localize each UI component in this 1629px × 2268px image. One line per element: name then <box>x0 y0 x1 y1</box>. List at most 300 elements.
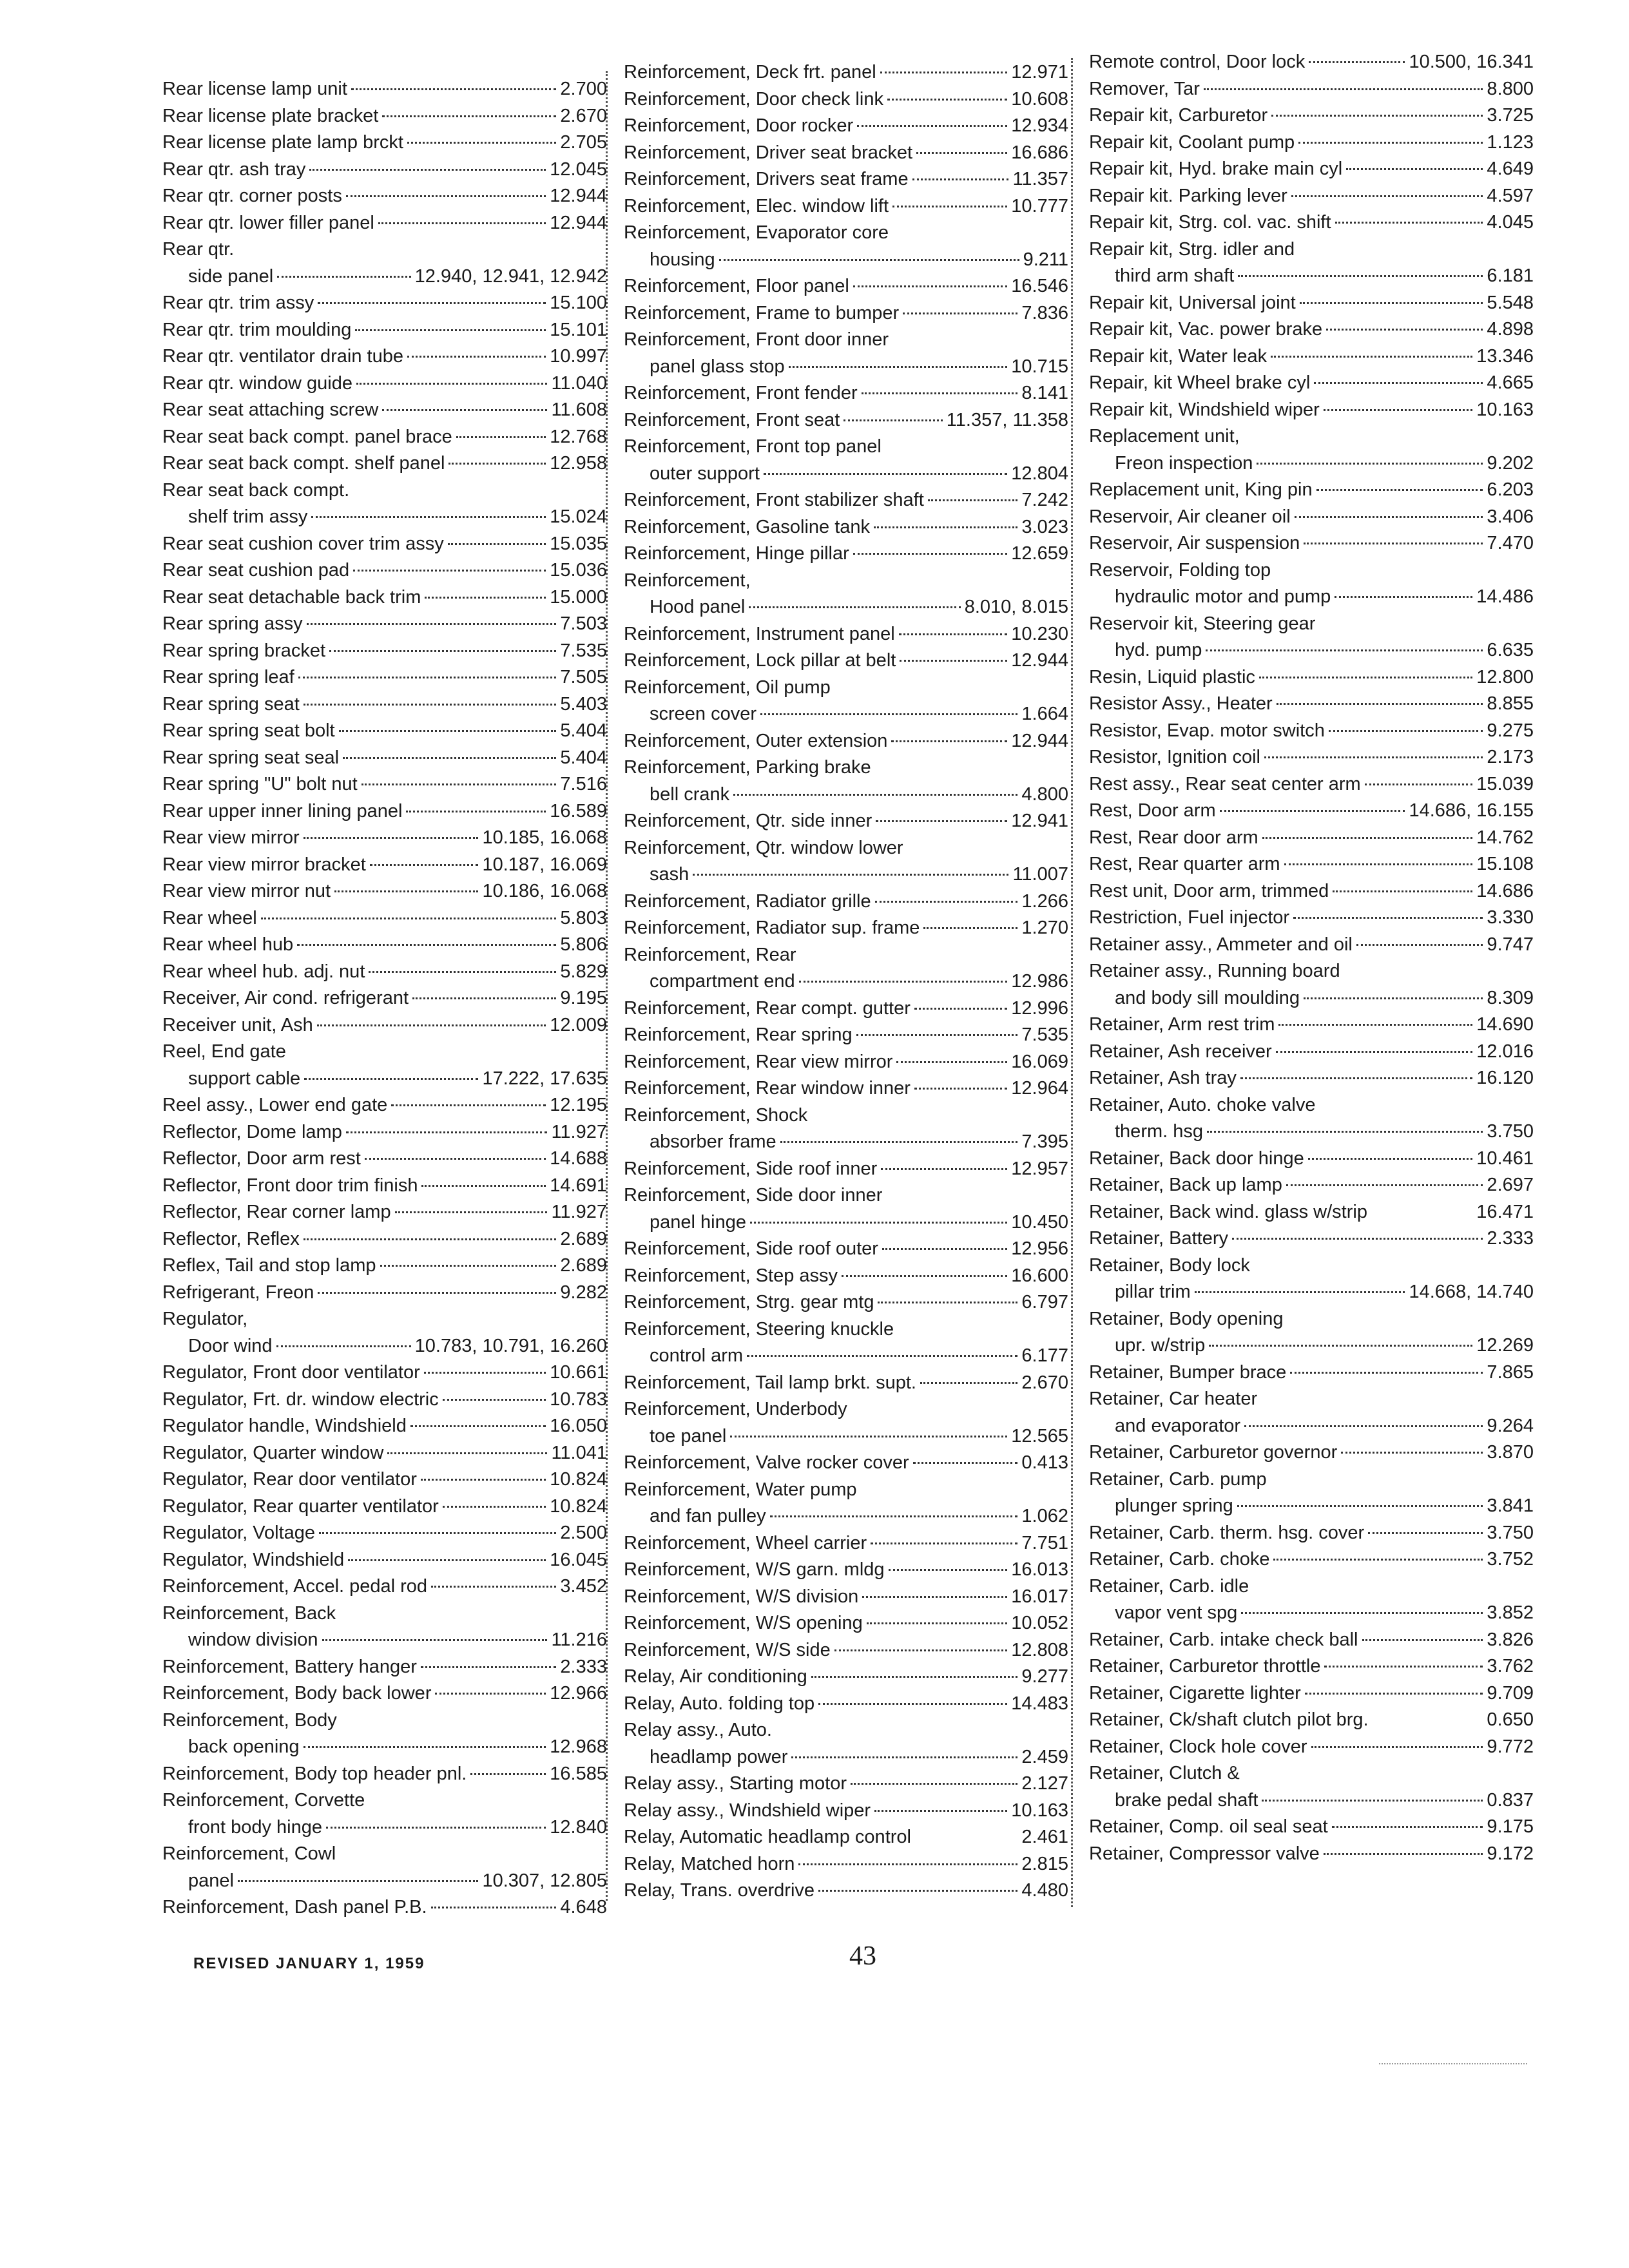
index-entry <box>162 370 607 398</box>
dot-leader <box>747 1355 1017 1357</box>
index-entry-name: Rear wheel <box>162 907 257 928</box>
index-column-3 <box>1089 49 1534 1867</box>
index-entry-page-ref: 12.045 <box>550 159 607 180</box>
index-entry-name: Reinforcement, Body top header pnl. <box>162 1763 467 1784</box>
index-entry <box>162 905 607 932</box>
index-entry-page-ref: 2.333 <box>560 1656 607 1677</box>
index-entry-page-ref: 9.709 <box>1487 1682 1534 1704</box>
index-entry-row <box>162 771 607 798</box>
index-entry <box>162 317 607 344</box>
index-entry-row <box>624 1343 1068 1370</box>
index-entry-row <box>162 1012 607 1039</box>
index-entry-page-ref: 2.127 <box>1021 1773 1068 1794</box>
index-entry-row <box>162 504 607 531</box>
index-entry-page-ref: 3.750 <box>1487 1121 1534 1142</box>
index-entry-page-ref: 8.800 <box>1487 78 1534 99</box>
index-entry-page-ref: 3.826 <box>1487 1629 1534 1650</box>
index-entry <box>624 487 1068 514</box>
index-entry <box>1089 718 1534 745</box>
index-entry-row <box>1089 1653 1534 1680</box>
index-entry-page-ref: 0.650 <box>1487 1709 1534 1730</box>
dot-leader <box>1341 1452 1483 1454</box>
index-entry-page-ref: 2.670 <box>1021 1372 1068 1393</box>
index-entry-row <box>624 1075 1068 1102</box>
index-entry-page-ref: 4.480 <box>1021 1880 1068 1901</box>
dot-leader <box>881 1168 1007 1170</box>
dot-leader <box>470 1773 546 1775</box>
index-entry-name: Resin, Liquid plastic <box>1089 666 1255 687</box>
index-entry-name: Retainer, Cigarette lighter <box>1089 1682 1301 1704</box>
dot-leader <box>361 783 557 785</box>
index-entry-row <box>162 1627 607 1654</box>
index-entry-name: Resistor Assy., Heater <box>1089 693 1273 714</box>
dot-leader <box>1295 516 1483 518</box>
dot-leader <box>317 1024 546 1026</box>
index-entry <box>162 932 607 959</box>
dot-leader <box>1335 596 1472 598</box>
index-entry <box>1089 1814 1534 1841</box>
dot-leader <box>791 1756 1017 1758</box>
index-entry <box>624 942 1068 995</box>
index-entry <box>1089 290 1534 317</box>
index-entry-name: Reinforcement, W/S division <box>624 1586 859 1607</box>
index-entry-page-ref: 12.800 <box>1476 666 1534 687</box>
index-entry <box>162 130 607 157</box>
index-entry-name: Retainer, Back up lamp <box>1089 1175 1282 1195</box>
index-entry-row <box>162 210 607 237</box>
index-entry-row <box>624 1423 1068 1450</box>
index-entry-name: compartment end <box>650 971 795 992</box>
dot-leader <box>903 312 1017 314</box>
dot-leader <box>298 677 557 678</box>
index-entry-name: therm. hsg <box>1115 1121 1203 1142</box>
index-entry <box>1089 1199 1534 1226</box>
index-entry-name: toe panel <box>650 1425 727 1446</box>
index-entry-heading: Retainer, Carb. idle <box>1089 1575 1249 1597</box>
index-entry-page-ref: 12.195 <box>550 1095 607 1115</box>
index-entry-row <box>162 985 607 1012</box>
index-entry-row <box>624 995 1068 1023</box>
index-entry-page-ref: 16.589 <box>550 800 607 822</box>
index-entry-heading: Relay assy., Auto. <box>624 1720 772 1740</box>
index-entry <box>1089 1520 1534 1547</box>
index-entry-row <box>1089 290 1534 317</box>
index-entry <box>162 1787 607 1841</box>
index-entry-page-ref: 16.600 <box>1011 1265 1068 1286</box>
index-entry-name: Rear seat detachable back trim <box>162 586 421 608</box>
index-entry-name: Rest, Rear quarter arm <box>1089 854 1280 874</box>
index-entry-row <box>162 878 607 905</box>
dot-leader <box>339 730 557 732</box>
dot-leader <box>880 72 1008 73</box>
index-entry-name: Retainer, Carb. intake check ball <box>1089 1629 1358 1650</box>
index-entry-row <box>1089 878 1534 905</box>
index-entry <box>1089 1680 1534 1707</box>
dot-leader <box>1305 1693 1483 1695</box>
index-entry-name: Retainer assy., Ammeter and oil <box>1089 934 1353 955</box>
dot-leader <box>309 169 546 171</box>
dot-leader <box>914 1088 1007 1090</box>
index-entry-name: Reinforcement, Outer extension <box>624 730 888 751</box>
index-entry-page-ref: 12.956 <box>1011 1238 1068 1259</box>
index-entry-row <box>624 354 1068 381</box>
dot-leader <box>1262 1800 1483 1802</box>
dot-leader <box>1293 917 1483 919</box>
index-entry-name: Resistor, Evap. motor switch <box>1089 720 1325 741</box>
index-entry-page-ref: 16.120 <box>1476 1068 1534 1088</box>
index-entry-page-ref: 12.840 <box>550 1816 607 1838</box>
index-entry-row <box>1089 1520 1534 1547</box>
index-entry-name: Rear wheel hub. adj. nut <box>162 961 365 982</box>
index-entry-name: Reflector, Dome lamp <box>162 1121 342 1142</box>
index-entry-page-ref: 2.500 <box>560 1523 607 1543</box>
index-entry-page-ref: 10.163 <box>1011 1800 1068 1821</box>
dot-leader <box>923 927 1017 929</box>
index-entry <box>162 397 607 424</box>
index-entry-name: Rest assy., Rear seat center arm <box>1089 773 1361 794</box>
index-entry-row <box>624 1878 1068 1905</box>
index-entry-row <box>624 514 1068 541</box>
index-entry-name: Repair kit, Water leak <box>1089 345 1268 367</box>
dot-leader <box>343 757 556 759</box>
dot-leader <box>780 1141 1018 1143</box>
index-entry-name: screen cover <box>650 704 757 724</box>
index-entry-name: Hood panel <box>650 597 746 617</box>
index-entry-name: Retainer, Compressor valve <box>1089 1843 1320 1864</box>
index-entry <box>162 1360 607 1387</box>
dot-leader <box>1284 863 1473 865</box>
index-entry-row <box>1089 49 1534 76</box>
index-entry <box>1089 611 1534 664</box>
index-entry <box>162 878 607 905</box>
index-entry <box>162 183 607 210</box>
index-entry-name: bell crank <box>650 783 730 805</box>
index-entry-row <box>162 1868 607 1895</box>
dot-leader <box>834 1649 1008 1651</box>
dot-leader <box>370 864 479 866</box>
dot-leader <box>1365 783 1473 785</box>
index-entry-name: Rear spring seat bolt <box>162 720 335 741</box>
index-entry-page-ref: 16.686 <box>1011 142 1068 163</box>
index-entry <box>624 1771 1068 1798</box>
index-entry-page-ref: 14.688 <box>550 1148 607 1169</box>
index-entry-page-ref: 16.017 <box>1011 1586 1068 1607</box>
index-entry-name: Replacement unit, King pin <box>1089 479 1313 500</box>
index-entry <box>624 407 1068 434</box>
index-entry-row <box>624 300 1068 327</box>
index-entry-name: Relay, Air conditioning <box>624 1666 807 1687</box>
index-entry <box>624 514 1068 541</box>
dot-leader <box>1273 1559 1483 1561</box>
index-column-1 <box>162 76 607 1921</box>
index-entry-page-ref: 16.585 <box>550 1763 607 1784</box>
dot-leader <box>1356 944 1483 946</box>
index-entry-name: Rear spring seat <box>162 693 300 715</box>
index-entry-page-ref: 12.964 <box>1011 1078 1068 1099</box>
index-entry-name: Retainer, Carburetor throttle <box>1089 1656 1321 1677</box>
dot-leader <box>435 1693 546 1695</box>
index-entry-page-ref: 14.486 <box>1476 586 1534 607</box>
index-entry <box>1089 1573 1534 1627</box>
index-entry-name: Reinforcement, Step assy <box>624 1265 838 1286</box>
index-entry-name: Remote control, Door lock <box>1089 52 1306 72</box>
index-entry-name: Rear qtr. ash tray <box>162 159 306 180</box>
index-entry-name: Reinforcement, Valve rocker cover <box>624 1452 909 1473</box>
index-entry-row <box>624 407 1068 434</box>
index-entry-name: housing <box>650 249 715 270</box>
index-entry <box>624 728 1068 755</box>
index-entry-name: Repair, kit Wheel brake cyl <box>1089 372 1311 393</box>
index-entry-page-ref: 15.036 <box>550 560 607 581</box>
index-entry <box>624 1584 1068 1611</box>
dot-leader <box>1298 142 1483 144</box>
index-entry-name: Reinforcement, Drivers seat frame <box>624 169 909 189</box>
index-entry-page-ref: 3.023 <box>1021 516 1068 537</box>
index-entry <box>624 1156 1068 1183</box>
index-entry-row <box>624 1637 1068 1664</box>
index-entry-page-ref: 14.691 <box>550 1175 607 1196</box>
index-entry-row <box>1089 156 1534 183</box>
dot-leader <box>382 115 556 117</box>
index-entry-page-ref: 14.690 <box>1476 1014 1534 1035</box>
index-entry <box>1089 557 1534 611</box>
index-entry-row <box>624 1156 1068 1183</box>
index-entry-name: Relay assy., Windshield wiper <box>624 1800 871 1821</box>
index-entry-name: Relay, Trans. overdrive <box>624 1880 815 1901</box>
index-entry-row <box>1089 1360 1534 1387</box>
index-entry-name: Reinforcement, W/S opening <box>624 1613 863 1633</box>
index-entry-name: Restriction, Fuel injector <box>1089 907 1290 928</box>
index-entry-name: Relay, Matched horn <box>624 1853 795 1874</box>
index-entry-row <box>1089 691 1534 718</box>
index-entry-row <box>1089 851 1534 878</box>
index-entry-row <box>1089 744 1534 771</box>
index-entry-heading: Reinforcement, Body <box>162 1709 337 1731</box>
index-entry-page-ref: 16.050 <box>550 1416 607 1436</box>
index-entry-heading: Reservoir kit, Steering gear <box>1089 613 1316 634</box>
index-entry-row <box>624 808 1068 835</box>
index-entry <box>624 1610 1068 1637</box>
index-entry-name: Relay, Auto. folding top <box>624 1693 815 1714</box>
index-entry-name: Rear upper inner lining panel <box>162 800 403 822</box>
index-entry-page-ref: 12.808 <box>1011 1639 1068 1660</box>
index-entry-page-ref: 10.783, 10.791, 16.260 <box>414 1335 607 1356</box>
dot-leader <box>853 553 1008 555</box>
index-entry-row <box>1089 1039 1534 1066</box>
index-entry-name: Reflector, Reflex <box>162 1228 300 1249</box>
index-entry-name: Rear seat back compt. shelf panel <box>162 453 445 474</box>
index-entry-name: window division <box>188 1629 318 1650</box>
index-entry-row <box>162 1413 607 1440</box>
index-entry-page-ref: 9.195 <box>560 988 607 1008</box>
index-entry <box>162 1306 607 1360</box>
index-entry <box>1089 1466 1534 1520</box>
index-entry-page-ref: 7.535 <box>1021 1024 1068 1045</box>
index-entry-row <box>624 594 1068 621</box>
index-entry-name: Repair kit, Vac. power brake <box>1089 319 1323 340</box>
index-entry <box>1089 236 1534 290</box>
index-entry-row <box>162 76 607 103</box>
dot-leader <box>380 1265 557 1267</box>
index-entry-row <box>1089 905 1534 932</box>
index-entry-row <box>162 370 607 398</box>
index-entry <box>162 959 607 986</box>
index-entry <box>162 1119 607 1146</box>
index-entry-name: Reinforcement, Body back lower <box>162 1683 432 1704</box>
index-entry-name: Repair kit, Universal joint <box>1089 292 1296 313</box>
index-entry-name: and evaporator <box>1115 1415 1241 1436</box>
dot-leader <box>871 1542 1017 1544</box>
index-entry-name: Regulator, Windshield <box>162 1549 345 1570</box>
index-entry-row <box>162 1680 607 1707</box>
index-entry-row <box>162 1387 607 1414</box>
dot-leader <box>862 392 1018 394</box>
index-entry <box>162 1387 607 1414</box>
index-entry-page-ref: 10.777 <box>1011 195 1068 216</box>
index-entry-row <box>624 247 1068 274</box>
index-entry-row <box>1089 397 1534 424</box>
index-entry-row <box>1089 477 1534 504</box>
index-entry-row <box>1089 130 1534 157</box>
index-entry <box>624 193 1068 220</box>
index-entry-row <box>162 638 607 665</box>
index-entry <box>624 1691 1068 1718</box>
index-entry-row <box>1089 1734 1534 1761</box>
dot-leader <box>322 1639 548 1641</box>
index-entry-row <box>162 1146 607 1173</box>
index-entry <box>1089 423 1534 477</box>
index-entry-name: outer support <box>650 463 760 484</box>
dot-leader <box>853 285 1008 287</box>
index-entry-name: Remover, Tar <box>1089 78 1200 99</box>
index-entry-row <box>162 932 607 959</box>
index-entry <box>162 1573 607 1600</box>
index-entry-heading: Reinforcement, Shock <box>624 1104 808 1126</box>
index-entry-row <box>624 1370 1068 1397</box>
index-entry-row <box>162 852 607 879</box>
index-entry-page-ref: 10.186, 16.068 <box>482 881 607 901</box>
index-entry-page-ref: 5.548 <box>1487 292 1534 313</box>
dot-leader <box>896 1061 1007 1063</box>
index-entry-row <box>162 691 607 718</box>
dot-leader <box>369 971 556 973</box>
index-entry-page-ref: 2.333 <box>1487 1228 1534 1249</box>
index-entry <box>162 343 607 370</box>
dot-leader <box>431 1586 556 1588</box>
index-entry-name: Retainer, Comp. oil seal seat <box>1089 1816 1328 1837</box>
index-entry-row <box>1089 664 1534 691</box>
index-entry-name: Reinforcement, Deck frt. panel <box>624 62 876 82</box>
index-entry-name: side panel <box>188 265 274 287</box>
index-entry <box>162 611 607 638</box>
index-entry-name: Regulator, Frt. dr. window electric <box>162 1389 439 1410</box>
index-entry <box>624 86 1068 113</box>
index-entry-name: Retainer, Carb. choke <box>1089 1549 1270 1570</box>
index-entry-name: Reinforcement, W/S garn. mldg <box>624 1559 885 1580</box>
dot-leader <box>750 1222 1007 1224</box>
index-entry-page-ref: 15.000 <box>550 586 607 608</box>
dot-leader <box>1238 275 1483 277</box>
index-entry-name: Reinforcement, Elec. window lift <box>624 195 889 216</box>
index-entry-row <box>162 557 607 584</box>
index-entry <box>162 1146 607 1173</box>
dot-leader <box>304 1078 478 1080</box>
index-entry-name: Rear qtr. lower filler panel <box>162 212 374 233</box>
index-entry <box>1089 477 1534 504</box>
index-entry-page-ref: 10.608 <box>1011 88 1068 110</box>
index-entry-row <box>624 1610 1068 1637</box>
index-entry-page-ref: 10.997 <box>550 346 607 367</box>
index-entry-row <box>1089 1493 1534 1520</box>
index-entry-row <box>624 1049 1068 1076</box>
index-entry <box>1089 932 1534 959</box>
dot-leader <box>1277 703 1483 705</box>
index-entry-heading: Reinforcement, Parking brake <box>624 757 871 778</box>
index-entry <box>1089 504 1534 531</box>
index-entry-name: Reinforcement, Qtr. side inner <box>624 811 872 831</box>
index-entry-page-ref: 15.101 <box>550 319 607 340</box>
index-entry <box>162 557 607 584</box>
index-entry-page-ref: 8.141 <box>1021 383 1068 403</box>
index-entry-name: Reinforcement, Front fender <box>624 383 858 403</box>
index-entry-page-ref: 10.163 <box>1476 399 1534 420</box>
dot-leader <box>346 195 546 197</box>
index-entry-name: Relay, Automatic headlamp control <box>624 1827 911 1847</box>
index-entry-name: Rest unit, Door arm, trimmed <box>1089 880 1329 901</box>
index-entry-name: Retainer, Ck/shaft clutch pilot brg. <box>1089 1709 1369 1730</box>
index-entry-row <box>624 273 1068 300</box>
index-entry-name: Reinforcement, Instrument panel <box>624 623 895 644</box>
index-entry <box>1089 1039 1534 1066</box>
index-entry <box>162 1413 607 1440</box>
index-entry-page-ref: 4.649 <box>1487 159 1534 179</box>
index-entry <box>1089 102 1534 130</box>
index-entry-page-ref: 11.927 <box>551 1202 607 1222</box>
dot-leader <box>1300 302 1483 304</box>
dot-leader <box>730 1436 1007 1437</box>
dot-leader <box>1314 382 1483 384</box>
index-entry-page-ref: 12.944 <box>1011 650 1068 671</box>
index-entry-page-ref: 15.100 <box>550 293 607 313</box>
index-entry-page-ref: 12.941 <box>1011 811 1068 831</box>
index-entry <box>1089 905 1534 932</box>
index-entry-page-ref: 14.762 <box>1476 827 1534 848</box>
index-entry-page-ref: 8.855 <box>1487 693 1534 714</box>
index-entry-page-ref: 5.829 <box>560 961 607 982</box>
dot-leader <box>1311 1746 1483 1748</box>
index-entry <box>162 477 607 531</box>
index-entry-row <box>162 424 607 451</box>
index-entry-name: Reinforcement, Tail lamp brkt. supt. <box>624 1372 916 1393</box>
index-entry <box>1089 1360 1534 1387</box>
index-entry-row <box>162 1734 607 1761</box>
index-entry <box>1089 343 1534 370</box>
index-entry-name: Rear spring leaf <box>162 667 294 687</box>
index-entry-row <box>624 461 1068 488</box>
index-entry-name: Repair kit, Windshield wiper <box>1089 399 1320 420</box>
dot-leader <box>719 259 1019 261</box>
index-entry-page-ref: 12.768 <box>550 426 607 447</box>
index-entry-row <box>162 745 607 772</box>
index-entry-heading: Retainer, Auto. choke valve <box>1089 1094 1316 1115</box>
index-entry-page-ref: 11.041 <box>551 1442 607 1463</box>
index-entry-page-ref: 10.230 <box>1011 623 1068 644</box>
dot-leader <box>329 650 556 652</box>
index-entry <box>162 1092 607 1119</box>
index-entry-row <box>162 157 607 184</box>
index-entry-page-ref: 4.597 <box>1487 185 1534 206</box>
index-entry-heading: Retainer, Body lock <box>1089 1254 1250 1276</box>
